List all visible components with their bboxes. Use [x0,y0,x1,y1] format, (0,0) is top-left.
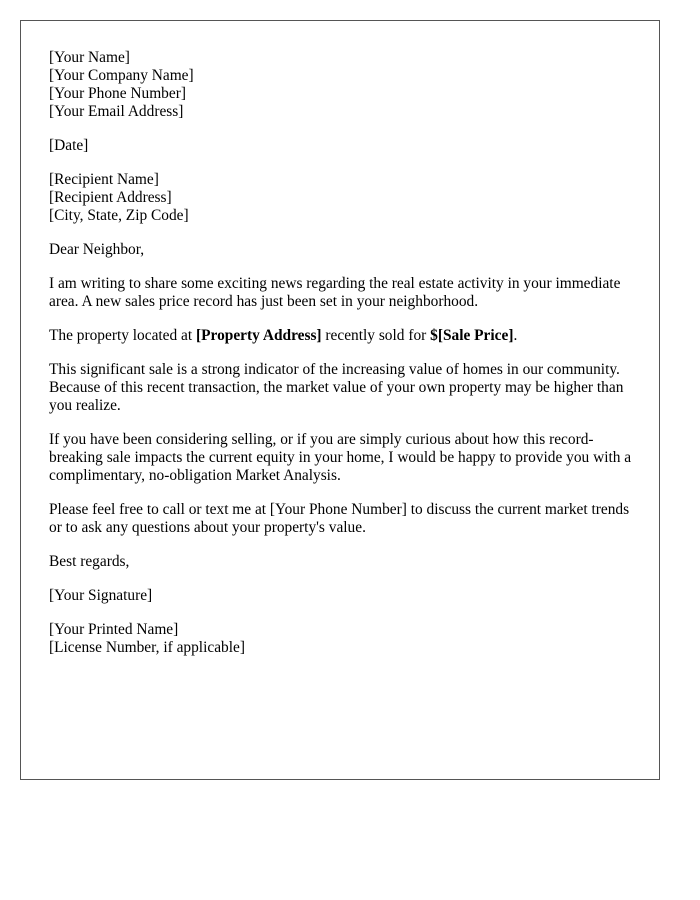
printed-name: [Your Printed Name] [49,621,179,638]
letter-content [49,49,639,673]
sender-email: [Your Email Address] [49,103,184,120]
body-paragraph-3: This significant sale is a strong indicator of the increasing value of homes in our community. Because of this recent transaction, the market value of your own property may be higher than you realize. [49,361,624,414]
closing: Best regards, [49,553,130,570]
sender-name: [Your Name] [49,49,130,66]
letter-date: [Date] [49,137,89,154]
body-paragraph-2 [49,327,639,345]
body-paragraph-5: Please feel free to call or text me at [Your Phone Number] to discuss the current market trends or to ask any questions about your property's value. [49,501,630,536]
p2-middle: recently sold for [321,327,431,344]
sender-block [49,49,639,121]
date-block [49,137,639,155]
signature: [Your Signature] [49,587,153,604]
body-paragraph-4: If you have been considering selling, or if you are simply curious about how this record-breaking sale impacts the current equity in your home, I would be happy to provide you with a complimentary, no-obligation Market Analysis. [49,431,632,484]
property-address: [Property Address] [196,327,322,344]
license-number: [License Number, if applicable] [49,639,245,656]
recipient-name: [Recipient Name] [49,171,159,188]
sale-price: $[Sale Price] [430,327,514,344]
salutation: Dear Neighbor, [49,241,145,258]
printed-name-block [49,621,639,657]
recipient-address: [Recipient Address] [49,189,172,206]
recipient-block [49,171,639,225]
letter-page [20,20,660,780]
sender-company: [Your Company Name] [49,67,194,84]
p2-suffix: . [513,327,518,344]
sender-phone: [Your Phone Number] [49,85,186,102]
recipient-city-state-zip: [City, State, Zip Code] [49,207,189,224]
body-paragraph-1: I am writing to share some exciting news regarding the real estate activity in your immediate area. A new sales price record has just been set in your neighborhood. [49,275,621,310]
p2-prefix: The property located at [49,327,197,344]
